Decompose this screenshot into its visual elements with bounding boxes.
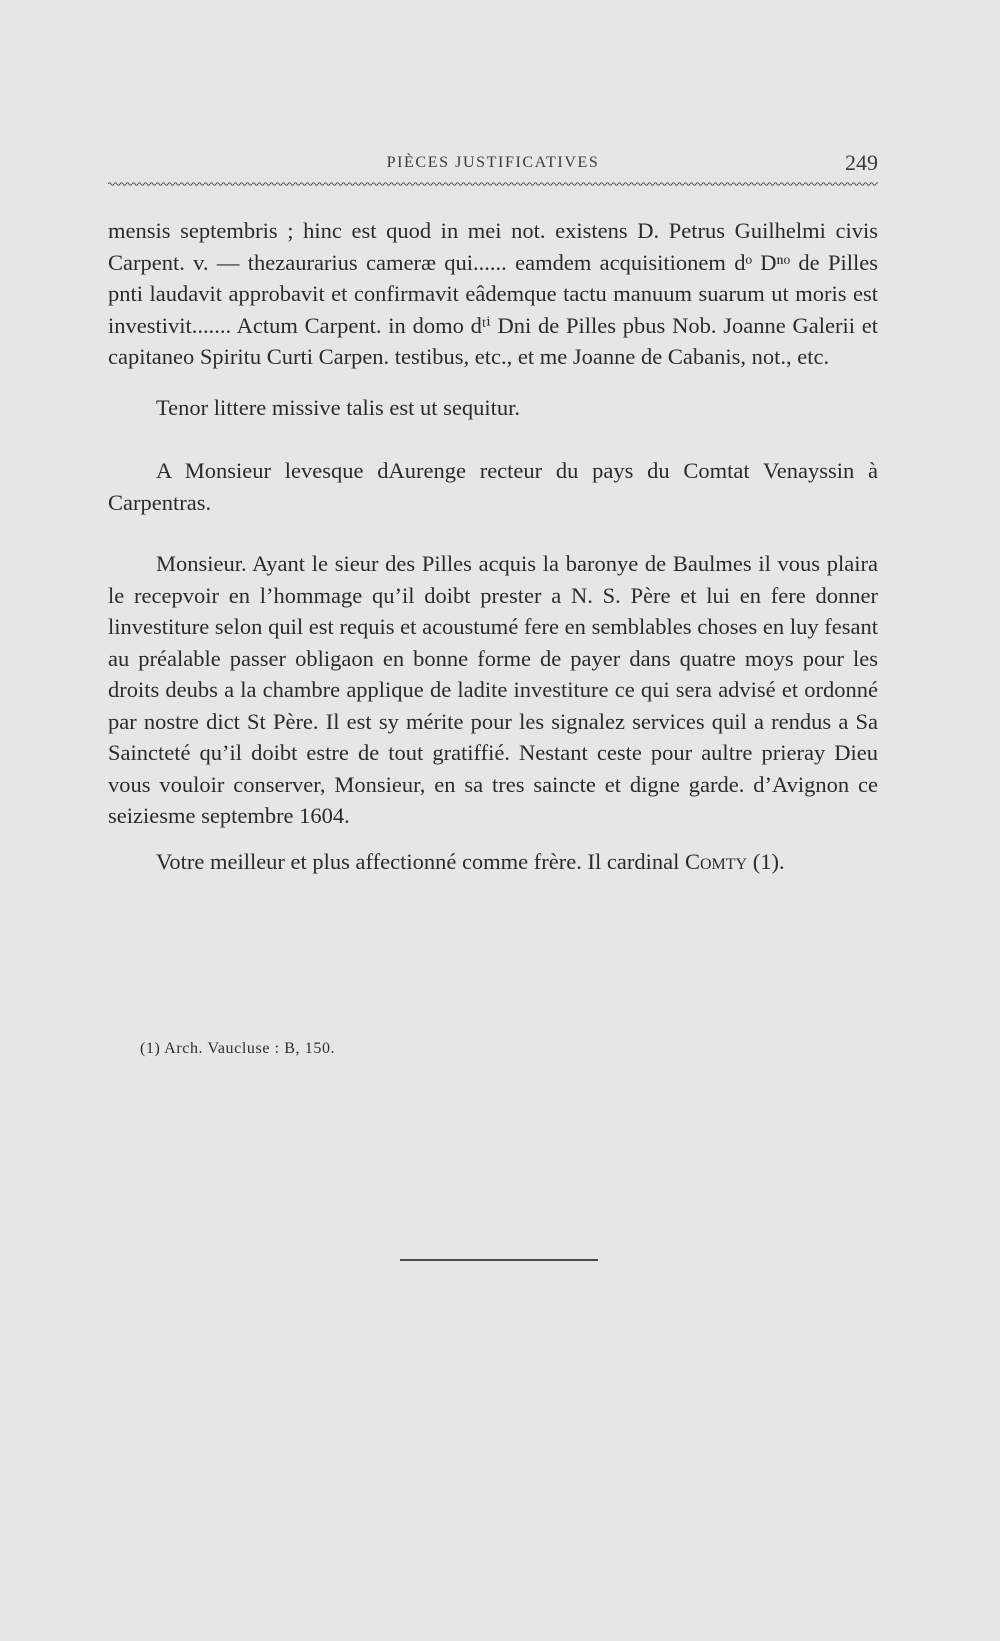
running-head: [108, 150, 878, 180]
footnote-reference: (1).: [747, 848, 785, 874]
closing-text: Votre meilleur et plus affectionné comme frère. Il cardinal: [156, 848, 680, 874]
running-title: PIÈCES JUSTIFICATIVES: [386, 154, 600, 171]
tenor-line: Tenor littere missive talis est ut sequitur.: [156, 394, 520, 420]
footnote: (1) Arch. Vaucluse : B, 150.: [140, 1040, 336, 1057]
end-rule: [400, 1259, 598, 1261]
closing-signature: Comty: [684, 848, 748, 874]
page-number: 249: [845, 150, 878, 175]
wavy-header-rule: [108, 180, 878, 188]
letter-closing: [108, 846, 878, 878]
letter-address: A Monsieur levesque dAurenge recteur du pays du Comtat Venayssin à Carpentras.: [108, 458, 878, 515]
letter-body: Monsieur. Ayant le sieur des Pilles acquis la baronye de Baulmes il vous plaira le recepvoir en l’hommage qu’il doibt prester a N. S. Père et lui en fere donner linvestiture selon quil est requis et acoustumé fere en semblables choses en luy fesant au préalable passer obligaon en bonne forme de payer dans quatre moys pour les droits deubs a la chambre applique de ladite investiture ce qui sera advisé et ordonné par nostre dict St Père. Il est sy mérite pour les signalez services quil a rendus a Sa Sainctеté qu’il doibt estre de tout gratiffié. Nestant ceste pour aultre prieray Dieu vous vouloir conserver, Monsieur, en sa tres saincte et digne garde. d’Avignon ce seiziesme septembre 1604.: [108, 551, 878, 828]
latin-paragraph: mensis septembris ; hinc est quod in mei not. existens D. Petrus Guilhelmi civis Carpent. v. — thezaurarius cameræ qui...... eamdem acquisitionem dᵒ Dⁿᵒ de Pilles pnti laudavit approbavit et confirmavit eâdemque tactu manuum suarum ut moris est investivit....... Actum Carpent. in domo dᵗⁱ Dni de Pilles pbus Nob. Joanne Galerii et capitaneo Spiritu Curti Carpen. testibus, etc., et me Joanne de Cabanis, not., etc.: [108, 218, 878, 369]
body-text: [108, 215, 878, 877]
